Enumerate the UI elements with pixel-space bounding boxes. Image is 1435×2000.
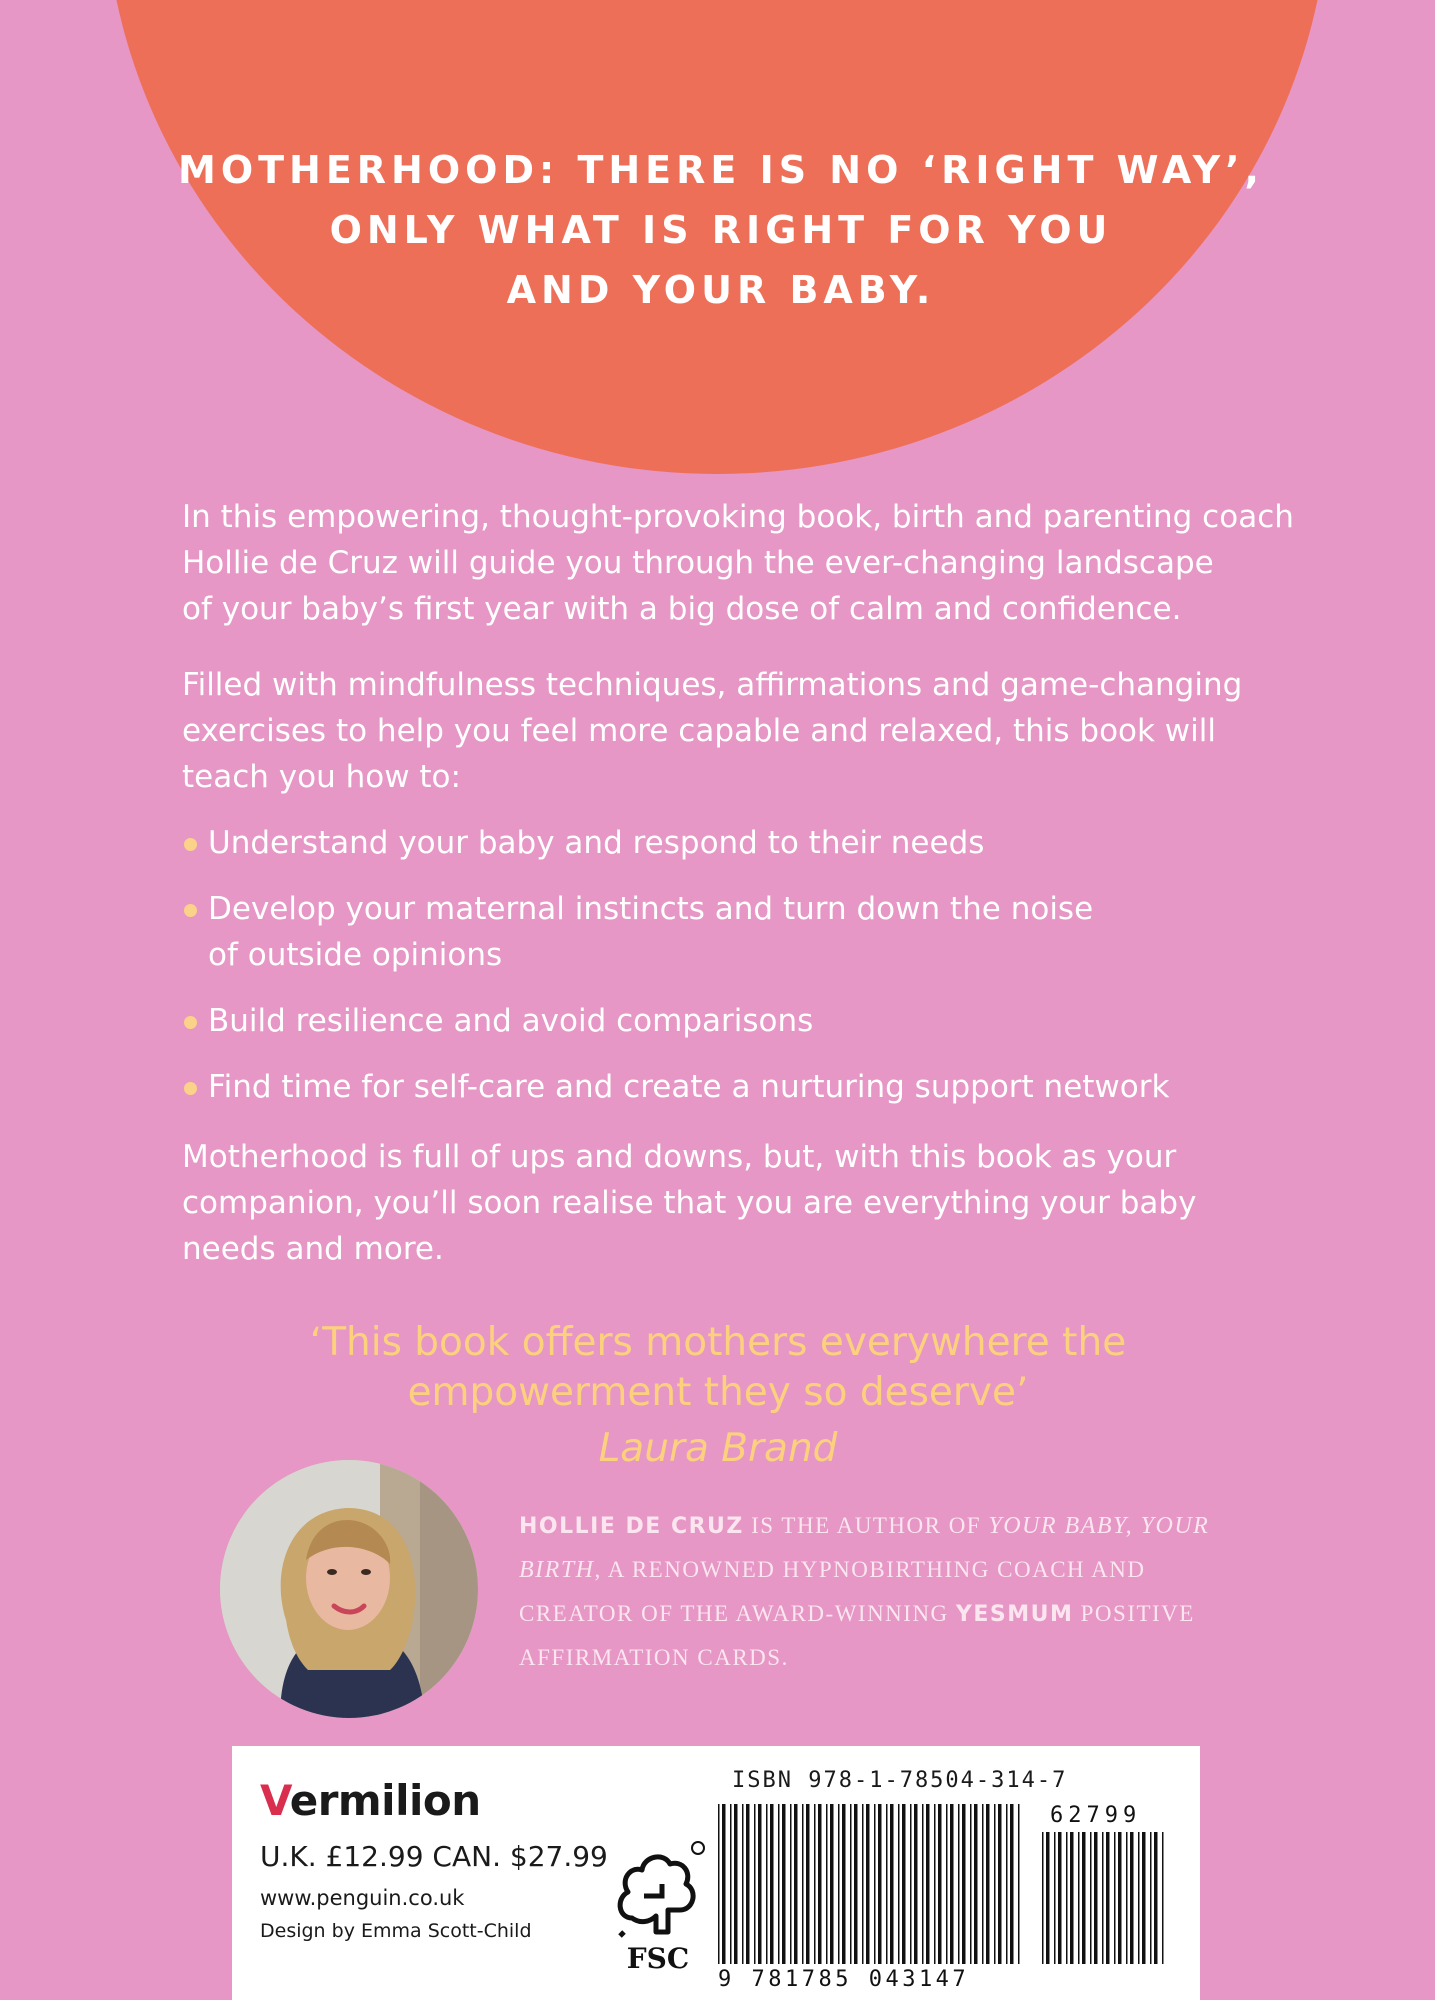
quote-line: ‘This book offers mothers everywhere the — [309, 1320, 1127, 1365]
publisher-logo — [260, 1776, 481, 1825]
website-link[interactable]: www.penguin.co.uk — [260, 1886, 465, 1910]
barcode-bar — [962, 1804, 966, 1964]
barcode-bar — [1010, 1804, 1014, 1964]
author-photo — [220, 1460, 478, 1718]
barcode-bar — [854, 1804, 858, 1964]
barcode-digits: 9 781785 043147 — [718, 1967, 970, 1992]
endorsement-quote — [182, 1318, 1254, 1474]
barcode-bar — [926, 1804, 930, 1964]
barcode-bar — [1058, 1832, 1062, 1964]
barcode-bar — [1054, 1832, 1056, 1964]
list-item-text: of outside opinions — [208, 937, 503, 973]
barcode-bar — [970, 1804, 972, 1964]
brand-name: YESMUM — [955, 1602, 1074, 1627]
barcode-bar — [874, 1804, 876, 1964]
book-title: YOUR BABY, YOUR BIRTH — [519, 1513, 1210, 1583]
fsc-label: FSC — [626, 1942, 690, 1975]
tagline — [140, 140, 1302, 320]
intro-paragraph — [182, 494, 1302, 632]
list-item — [182, 1064, 1302, 1110]
barcode-bar — [842, 1804, 846, 1964]
barcode-bar — [1118, 1832, 1122, 1964]
barcode-bar — [1090, 1832, 1092, 1964]
tagline-line: ONLY WHAT IS RIGHT FOR YOU — [329, 208, 1113, 252]
features-line: Filled with mindfulness techniques, affirmations and game-changing — [182, 667, 1243, 703]
barcode-bar — [1154, 1832, 1158, 1964]
barcode-bar — [1070, 1832, 1074, 1964]
barcode-bar — [1066, 1832, 1068, 1964]
barcode-bar — [806, 1804, 810, 1964]
barcode-bar — [830, 1804, 834, 1964]
barcode-bar — [794, 1804, 798, 1964]
barcode-icon — [712, 1798, 1182, 1998]
quote-attribution: Laura Brand — [598, 1426, 838, 1471]
barcode-bar — [802, 1804, 804, 1964]
list-item — [182, 886, 1302, 978]
barcode-bar — [1006, 1804, 1008, 1964]
barcode-bar — [866, 1804, 870, 1964]
isbn-number: ISBN 978-1-78504-314-7 — [732, 1768, 1068, 1793]
barcode-bar — [778, 1804, 780, 1964]
closing-line: needs and more. — [182, 1231, 444, 1267]
barcode-bar — [1094, 1832, 1098, 1964]
barcode-bar — [974, 1804, 978, 1964]
list-item — [182, 998, 1302, 1044]
list-item-text: Find time for self-care and create a nurturing support network — [208, 1069, 1170, 1105]
barcode-bar — [910, 1804, 912, 1964]
price-code-digits: 62799 — [1050, 1803, 1142, 1828]
barcode-bar — [1142, 1832, 1146, 1964]
barcode-bar — [754, 1804, 756, 1964]
bio-text: POSITIVE AFFIRMATION CARDS. — [519, 1601, 1195, 1670]
publisher-logo-initial: V — [260, 1776, 290, 1825]
closing-line: Motherhood is full of ups and downs, but, with this book as your — [182, 1139, 1177, 1175]
barcode-bar — [818, 1804, 822, 1964]
barcode-bar — [890, 1804, 894, 1964]
barcode-bar — [1150, 1832, 1152, 1964]
barcode-bar — [766, 1804, 768, 1964]
fsc-logo-icon — [610, 1836, 710, 1976]
features-line: exercises to help you feel more capable and relaxed, this book will — [182, 713, 1217, 749]
barcode-bar — [986, 1804, 990, 1964]
barcode-bar — [902, 1804, 906, 1964]
closing-paragraph — [182, 1134, 1302, 1272]
intro-line: In this empowering, thought-provoking book, birth and parenting coach — [182, 499, 1294, 535]
features-line: teach you how to: — [182, 759, 461, 795]
bullet-dot-icon — [184, 1082, 197, 1095]
barcode-bar — [770, 1804, 774, 1964]
design-credit: Design by Emma Scott-Child — [260, 1920, 532, 1942]
barcode-bar — [1114, 1832, 1116, 1964]
barcode-bar — [958, 1804, 960, 1964]
barcode-bar — [938, 1804, 942, 1964]
barcode-bar — [730, 1804, 732, 1964]
barcode-bar — [722, 1804, 726, 1964]
tagline-line: MOTHERHOOD: THERE IS NO ‘RIGHT WAY’, — [178, 148, 1264, 192]
barcode-bar — [746, 1804, 750, 1964]
barcode-bar — [742, 1804, 744, 1964]
barcode-bar — [1078, 1832, 1080, 1964]
barcode-bar — [982, 1804, 984, 1964]
bullet-dot-icon — [184, 1016, 197, 1029]
bullet-dot-icon — [184, 904, 197, 917]
intro-line: of your baby’s first year with a big dose of calm and confidence. — [182, 591, 1182, 627]
barcode-bar — [782, 1804, 786, 1964]
intro-line: Hollie de Cruz will guide you through the ever-changing landscape — [182, 545, 1214, 581]
barcode-bar — [946, 1804, 948, 1964]
benefits-list — [182, 820, 1302, 1130]
list-item-text: Build resilience and avoid comparisons — [208, 1003, 814, 1039]
barcode-bar — [1106, 1832, 1110, 1964]
barcode-bar — [994, 1804, 996, 1964]
features-paragraph — [182, 662, 1302, 800]
barcode-bar — [878, 1804, 882, 1964]
barcode-bars-addon — [1042, 1832, 1164, 1964]
price-text: U.K. £12.99 CAN. $27.99 — [260, 1840, 608, 1873]
barcode-bar — [826, 1804, 828, 1964]
barcode-bar — [1046, 1832, 1050, 1964]
barcode-bar — [914, 1804, 918, 1964]
bullet-dot-icon — [184, 838, 197, 851]
author-name: HOLLIE DE CRUZ — [519, 1514, 744, 1539]
closing-line: companion, you’ll soon realise that you are everything your baby — [182, 1185, 1197, 1221]
bio-text: IS THE AUTHOR OF — [743, 1513, 989, 1538]
barcode-bar — [838, 1804, 840, 1964]
barcode-bar — [1018, 1804, 1020, 1964]
barcode-bar — [1102, 1832, 1104, 1964]
barcode-bar — [790, 1804, 792, 1964]
barcode-panel — [232, 1746, 1200, 2000]
barcode-bar — [1082, 1832, 1086, 1964]
barcode-bar — [1042, 1832, 1044, 1964]
barcode-bar — [1162, 1832, 1164, 1964]
list-item — [182, 820, 1302, 866]
barcode-bar — [998, 1804, 1002, 1964]
list-item-text: Develop your maternal instincts and turn down the noise — [208, 891, 1094, 927]
barcode-bar — [1130, 1832, 1134, 1964]
barcode-bar — [814, 1804, 816, 1964]
author-bio — [519, 1504, 1219, 1679]
barcode-bar — [898, 1804, 900, 1964]
author-portrait-icon — [220, 1460, 478, 1718]
barcode-bar — [922, 1804, 924, 1964]
barcode-bar — [1126, 1832, 1128, 1964]
barcode-bar — [886, 1804, 888, 1964]
list-item-text: Understand your baby and respond to their needs — [208, 825, 985, 861]
barcode-bar — [734, 1804, 738, 1964]
barcode-bar — [758, 1804, 762, 1964]
barcode-bars-main — [718, 1804, 1020, 1964]
barcode-bar — [950, 1804, 954, 1964]
barcode-bar — [850, 1804, 852, 1964]
barcode-bar — [862, 1804, 864, 1964]
barcode-bar — [934, 1804, 936, 1964]
barcode-bar — [1138, 1832, 1140, 1964]
quote-line: empowerment they so deserve’ — [407, 1370, 1029, 1415]
barcode-bar — [718, 1804, 720, 1964]
tagline-line: AND YOUR BABY. — [506, 268, 936, 312]
publisher-logo-text: ermilion — [289, 1776, 481, 1825]
bio-text: , A RENOWNED HYPNOBIRTHING COACH AND CREATOR OF THE AWARD-WINNING — [519, 1557, 1146, 1626]
